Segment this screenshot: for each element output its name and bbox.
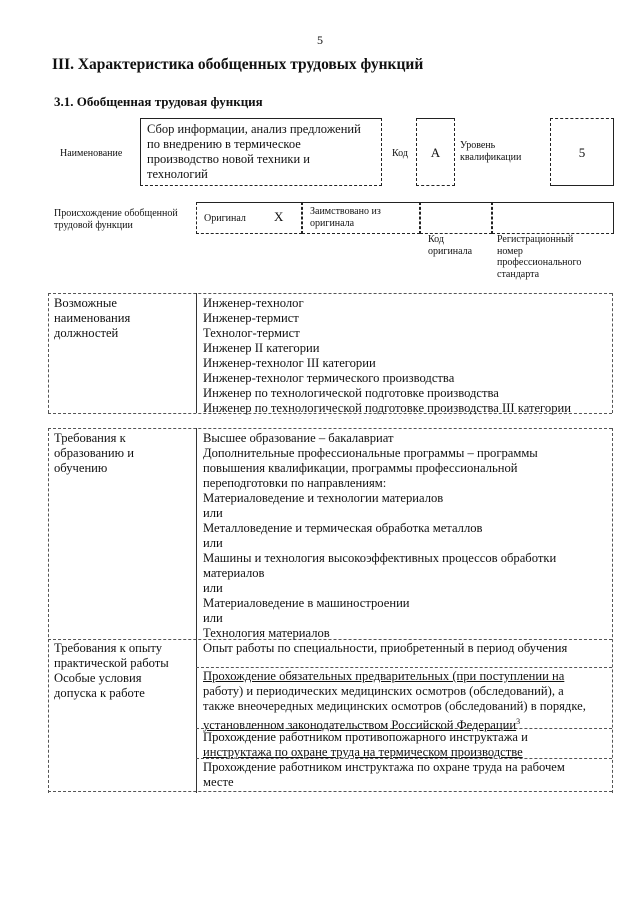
name-value-box — [140, 118, 382, 186]
text-line: Металловедение и термическая обработка металлов — [203, 521, 483, 535]
name-line: по внедрению в термическое — [147, 137, 301, 151]
experience-label-line: практической работы — [54, 656, 169, 670]
admission-label — [54, 671, 145, 701]
positions-list — [203, 296, 571, 416]
list-item: Инженер по технологической подготовке производства III категории — [203, 401, 571, 415]
code-label: Код — [392, 148, 408, 159]
text-line: Прохождение работником противопожарного инструктажа и — [203, 730, 528, 744]
admission-block-workplace — [203, 760, 565, 790]
list-item: Инженер-технолог — [203, 296, 304, 310]
positions-label-line: наименования — [54, 311, 131, 325]
list-item: Инженер по технологической подготовке производства — [203, 386, 499, 400]
level-value-box — [550, 118, 614, 186]
code-original-label — [428, 234, 472, 257]
text-line: Материаловедение и технологии материалов — [203, 491, 444, 505]
name-line: Сбор информации, анализ предложений — [147, 122, 361, 136]
text-line: или — [203, 611, 223, 625]
reg-number-label-line: профессионального — [497, 257, 582, 268]
text-line: или — [203, 536, 223, 550]
text-line: Материаловедение в машиностроении — [203, 596, 410, 610]
experience-label — [54, 641, 169, 671]
text-line: Машины и технология высокоэффективных процессов обработки — [203, 551, 557, 565]
admission-label-line: Особые условия — [54, 671, 142, 685]
text-line: или — [203, 506, 223, 520]
borrowed-label — [310, 206, 381, 229]
education-text — [203, 431, 556, 641]
education-label — [54, 431, 134, 476]
text-line: месте — [203, 775, 234, 789]
education-label-line: Требования к — [54, 431, 126, 445]
text-line: Опыт работы по специальности, приобретенный в период обучения — [203, 641, 568, 655]
list-item: Инженер II категории — [203, 341, 320, 355]
positions-label-line: должностей — [54, 326, 119, 340]
code-original-label-line: оригинала — [428, 245, 473, 257]
text-line: Прохождение работником инструктажа по охране труда на рабочем — [203, 760, 565, 774]
positions-table — [48, 293, 612, 413]
code-value-box — [416, 118, 455, 186]
level-value: 5 — [578, 145, 586, 160]
list-item: Инженер-технолог III категории — [203, 356, 376, 370]
origin-label — [54, 208, 178, 231]
level-label — [460, 140, 521, 163]
name-line: производство новой техники и — [147, 152, 310, 166]
code-original-box — [420, 202, 492, 234]
reg-number-label-line: номер — [497, 245, 523, 257]
reg-number-box — [492, 202, 614, 234]
text-line: переподготовки по направлениям: — [203, 476, 387, 490]
text-line: работу) и периодических медицинских осмотров (обследований), а — [203, 684, 564, 698]
education-label-line: обучению — [54, 461, 108, 475]
list-item: Технолог-термист — [203, 326, 300, 340]
text-line: Высшее образование – бакалавриат — [203, 431, 394, 445]
original-label: Оригинал — [204, 213, 246, 224]
positions-label — [54, 296, 130, 341]
text-line: Прохождение обязательных предварительных (при поступлении на — [203, 669, 565, 683]
footnote-mark: 3 — [516, 717, 521, 726]
text-line: повышения квалификации, программы профессиональной — [203, 461, 518, 475]
text-line: также внеочередных медицинских осмотров (обследований) в порядке, — [203, 699, 586, 713]
name-line: технологий — [147, 167, 208, 181]
level-label-line: Уровень — [460, 140, 496, 151]
text-line: или — [203, 581, 223, 595]
borrowed-label-line: Заимствовано из — [310, 206, 381, 217]
requirements-table — [48, 428, 612, 793]
original-mark: X — [274, 209, 284, 224]
education-label-line: образованию и — [54, 446, 134, 460]
text-line: Дополнительные профессиональные программы – программы — [203, 446, 538, 460]
name-label: Наименование — [60, 148, 123, 159]
subsection-title: 3.1. Обобщенная трудовая функция — [54, 94, 263, 109]
code-original-label-line: Код — [428, 234, 444, 245]
section-title: III. Характеристика обобщенных трудовых функций — [52, 56, 424, 73]
experience-text — [203, 641, 567, 656]
list-item: Инженер-технолог термического производства — [203, 371, 455, 385]
code-value: A — [430, 145, 441, 160]
reg-number-label-line: стандарта — [497, 268, 540, 280]
text-line: инструктажа по охране труда на термическом производстве — [203, 745, 523, 759]
origin-label-line: трудовой функции — [54, 219, 133, 231]
admission-block-medical — [203, 669, 586, 733]
admission-block-fire — [203, 730, 528, 760]
borrowed-label-line: оригинала — [310, 217, 355, 229]
page-number: 5 — [317, 33, 323, 47]
admission-label-line: допуска к работе — [54, 686, 145, 700]
origin-label-line: Происхождение обобщенной — [54, 208, 178, 219]
reg-number-label — [497, 234, 581, 280]
text-line: материалов — [203, 566, 265, 580]
reg-number-label-line: Регистрационный — [497, 234, 574, 245]
level-label-line: квалификации — [460, 151, 522, 163]
text-line: Технология материалов — [203, 626, 330, 640]
experience-label-line: Требования к опыту — [54, 641, 162, 655]
list-item: Инженер-термист — [203, 311, 299, 325]
text-line: установленном законодательством Российской Федерации — [203, 718, 517, 733]
positions-label-line: Возможные — [54, 296, 117, 310]
